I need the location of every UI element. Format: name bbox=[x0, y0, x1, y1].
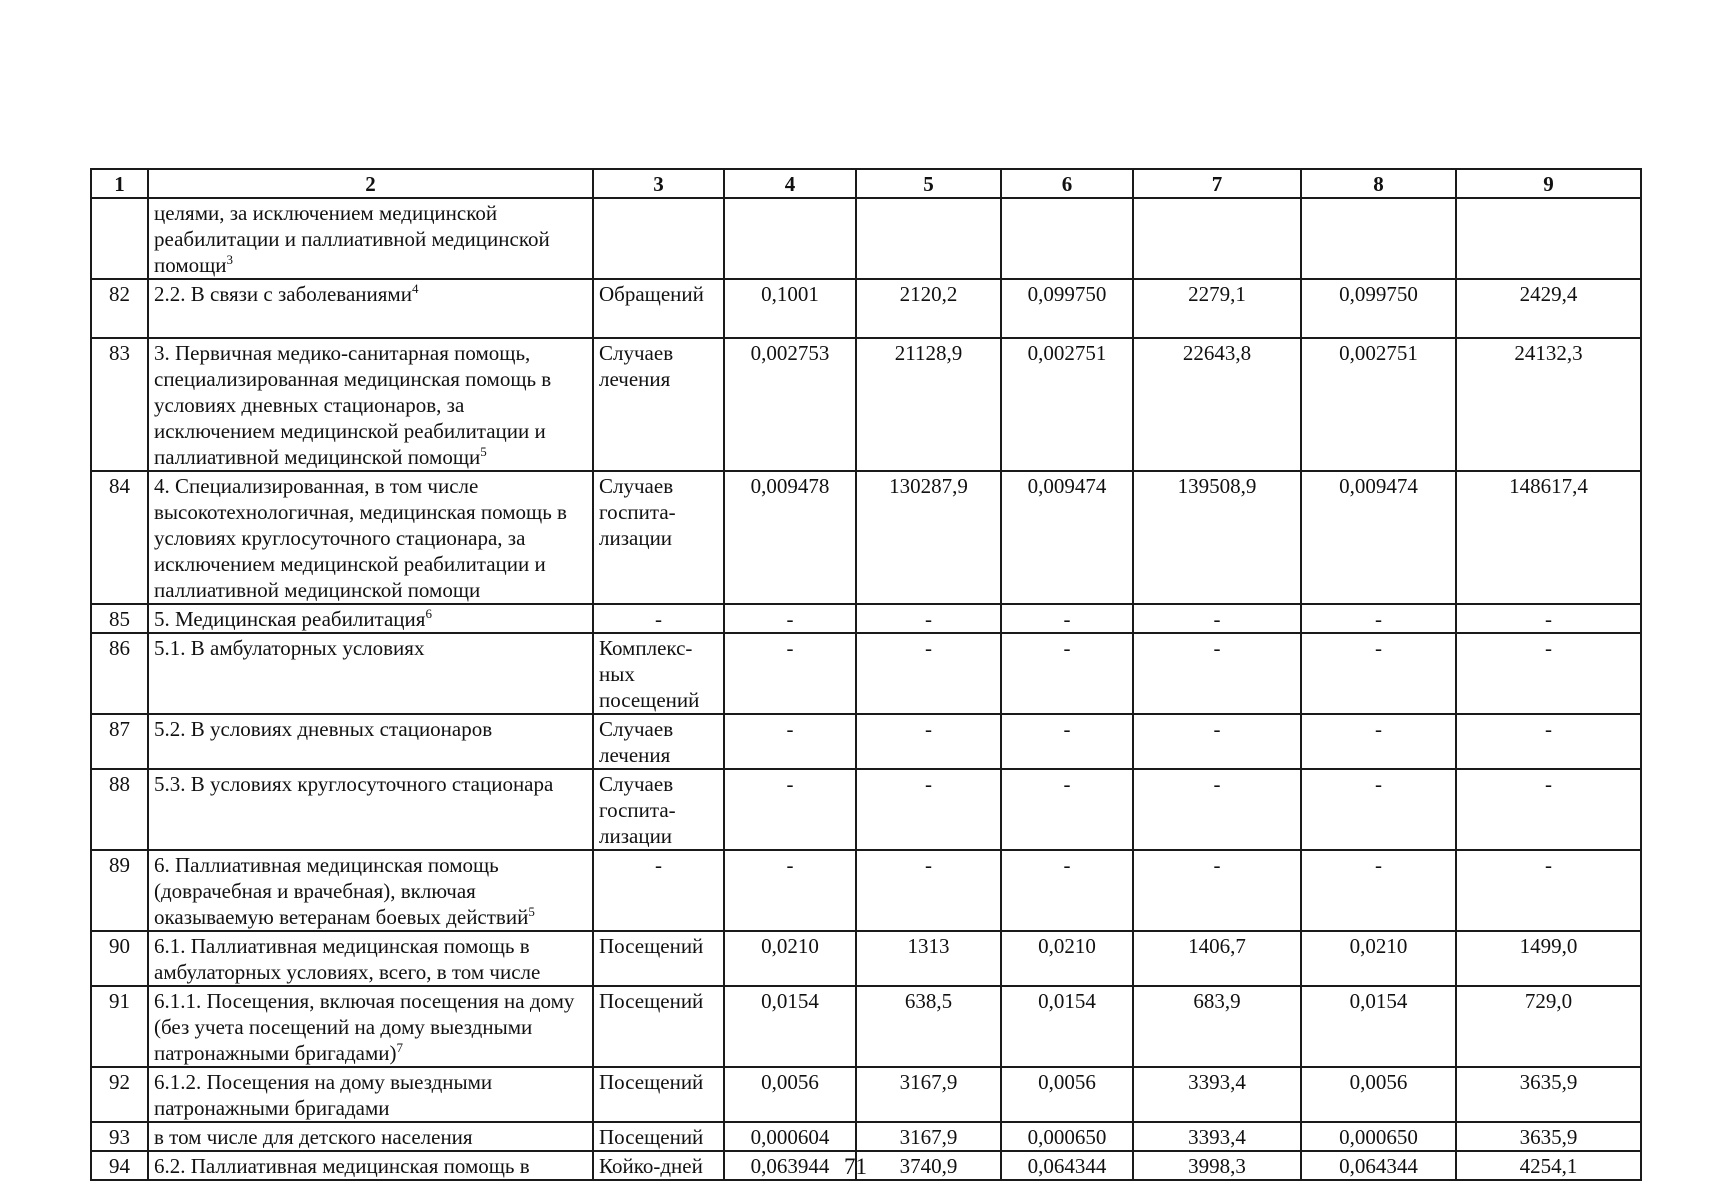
row-number-cell: 93 bbox=[91, 1122, 148, 1151]
value-cell-c7: 22643,8 bbox=[1133, 338, 1301, 471]
value-cell-c7: 3998,3 bbox=[1133, 1151, 1301, 1180]
value-cell-c6: 0,0154 bbox=[1001, 986, 1133, 1067]
value-cell-c8: 0,064344 bbox=[1301, 1151, 1456, 1180]
indicator-name-cell bbox=[148, 338, 593, 471]
header-cell: 1 bbox=[91, 169, 148, 198]
row-number-cell: 83 bbox=[91, 338, 148, 471]
table-row bbox=[91, 714, 1641, 769]
value-cell-c4: - bbox=[724, 633, 856, 714]
unit-cell: Обращений bbox=[593, 279, 724, 338]
value-cell-c5: - bbox=[856, 633, 1001, 714]
row-number-cell: 94 bbox=[91, 1151, 148, 1180]
value-cell-c6: - bbox=[1001, 769, 1133, 850]
value-cell-c5: 3740,9 bbox=[856, 1151, 1001, 1180]
value-cell-c9: - bbox=[1456, 633, 1641, 714]
table-row bbox=[91, 471, 1641, 604]
header-cell: 2 bbox=[148, 169, 593, 198]
value-cell-c5: 3167,9 bbox=[856, 1122, 1001, 1151]
value-cell-c7: 3393,4 bbox=[1133, 1122, 1301, 1151]
value-cell-c9: - bbox=[1456, 604, 1641, 633]
indicator-name-cell bbox=[148, 986, 593, 1067]
table-row bbox=[91, 769, 1641, 850]
value-cell-c4: 0,0056 bbox=[724, 1067, 856, 1122]
indicator-name-cell bbox=[148, 1122, 593, 1151]
header-cell: 5 bbox=[856, 169, 1001, 198]
value-cell-c4: 0,063944 bbox=[724, 1151, 856, 1180]
indicator-name-text: 5.3. В условиях круглосуточного стационара bbox=[154, 772, 554, 796]
row-number-cell: 85 bbox=[91, 604, 148, 633]
indicator-name-cell bbox=[148, 850, 593, 931]
indicator-name-cell bbox=[148, 604, 593, 633]
value-cell-c9: 3635,9 bbox=[1456, 1067, 1641, 1122]
value-cell-c4: 0,009478 bbox=[724, 471, 856, 604]
indicator-name-text: 6.1.2. Посещения на дому выездными патронажными бригадами bbox=[154, 1070, 493, 1120]
table-row bbox=[91, 1122, 1641, 1151]
indicator-name-cell bbox=[148, 714, 593, 769]
value-cell-c8 bbox=[1301, 198, 1456, 279]
indicator-name-text: в том числе для детского населения bbox=[154, 1125, 473, 1149]
value-cell-c4: 0,0210 bbox=[724, 931, 856, 986]
value-cell-c7: 2279,1 bbox=[1133, 279, 1301, 338]
table-row bbox=[91, 338, 1641, 471]
indicator-name-cell bbox=[148, 769, 593, 850]
table-row bbox=[91, 198, 1641, 279]
row-number-cell: 84 bbox=[91, 471, 148, 604]
unit-cell bbox=[593, 198, 724, 279]
value-cell-c9: 148617,4 bbox=[1456, 471, 1641, 604]
indicator-name-text: 6. Паллиативная медицинская помощь (доврачебная и врачебная), включая оказываемую ветеранам боевых действий bbox=[154, 853, 529, 929]
value-cell-c4: - bbox=[724, 604, 856, 633]
indicator-name-text: 6.1. Паллиативная медицинская помощь в амбулаторных условиях, всего, в том числе bbox=[154, 934, 541, 984]
indicator-name-cell bbox=[148, 279, 593, 338]
unit-cell: Посещений bbox=[593, 1122, 724, 1151]
footnote-marker: 5 bbox=[480, 444, 487, 459]
footnote-marker: 5 bbox=[528, 904, 535, 919]
table-row bbox=[91, 604, 1641, 633]
table-row bbox=[91, 279, 1641, 338]
value-cell-c6: 0,000650 bbox=[1001, 1122, 1133, 1151]
header-cell: 8 bbox=[1301, 169, 1456, 198]
unit-cell: Койко-дней bbox=[593, 1151, 724, 1180]
unit-cell: - bbox=[593, 850, 724, 931]
row-number-cell: 92 bbox=[91, 1067, 148, 1122]
page-number: 71 bbox=[844, 1154, 867, 1179]
value-cell-c8: - bbox=[1301, 714, 1456, 769]
indicator-name-text: 3. Первичная медико-санитарная помощь, специализированная медицинская помощь в условиях дневных стационаров, за исключением медицинской реабилитации и паллиативной медицинской помощи bbox=[154, 341, 552, 469]
table-row bbox=[91, 986, 1641, 1067]
row-number-cell: 87 bbox=[91, 714, 148, 769]
value-cell-c8: 0,009474 bbox=[1301, 471, 1456, 604]
value-cell-c9: 4254,1 bbox=[1456, 1151, 1641, 1180]
row-number-cell: 82 bbox=[91, 279, 148, 338]
value-cell-c6 bbox=[1001, 198, 1133, 279]
value-cell-c8: - bbox=[1301, 769, 1456, 850]
value-cell-c6: 0,064344 bbox=[1001, 1151, 1133, 1180]
unit-cell: Посещений bbox=[593, 931, 724, 986]
value-cell-c9: - bbox=[1456, 714, 1641, 769]
indicator-name-text: целями, за исключением медицинской реабилитации и паллиативной медицинской помощи bbox=[154, 201, 550, 277]
unit-cell: Комплекс-ных посещений bbox=[593, 633, 724, 714]
unit-cell: Случаев госпита-лизации bbox=[593, 471, 724, 604]
value-cell-c8: 0,0056 bbox=[1301, 1067, 1456, 1122]
value-cell-c5 bbox=[856, 198, 1001, 279]
value-cell-c5: - bbox=[856, 714, 1001, 769]
value-cell-c6: - bbox=[1001, 633, 1133, 714]
value-cell-c8: 0,000650 bbox=[1301, 1122, 1456, 1151]
value-cell-c5: 3167,9 bbox=[856, 1067, 1001, 1122]
value-cell-c9: 2429,4 bbox=[1456, 279, 1641, 338]
indicator-name-cell bbox=[148, 471, 593, 604]
indicator-name-cell bbox=[148, 931, 593, 986]
row-number-cell: 88 bbox=[91, 769, 148, 850]
row-number-cell: 89 bbox=[91, 850, 148, 931]
value-cell-c8: - bbox=[1301, 850, 1456, 931]
row-number-cell: 86 bbox=[91, 633, 148, 714]
value-cell-c7: - bbox=[1133, 633, 1301, 714]
indicator-name-cell bbox=[148, 633, 593, 714]
table-row bbox=[91, 1067, 1641, 1122]
indicator-name-text: 4. Специализированная, в том числе высокотехнологичная, медицинская помощь в условиях круглосуточного стационара, за исключением медицинской реабилитации и паллиативной медицинской помощи bbox=[154, 474, 567, 602]
data-table bbox=[90, 168, 1642, 1181]
indicator-name-text: 2.2. В связи с заболеваниями bbox=[154, 282, 412, 306]
unit-cell: Случаев госпита-лизации bbox=[593, 769, 724, 850]
value-cell-c4: 0,0154 bbox=[724, 986, 856, 1067]
value-cell-c4: 0,000604 bbox=[724, 1122, 856, 1151]
value-cell-c8: 0,002751 bbox=[1301, 338, 1456, 471]
table-body bbox=[91, 198, 1641, 1180]
value-cell-c7 bbox=[1133, 198, 1301, 279]
value-cell-c7: - bbox=[1133, 769, 1301, 850]
value-cell-c4: - bbox=[724, 850, 856, 931]
footnote-marker: 3 bbox=[226, 252, 234, 267]
value-cell-c7: 683,9 bbox=[1133, 986, 1301, 1067]
table-row bbox=[91, 633, 1641, 714]
row-number-cell: 90 bbox=[91, 931, 148, 986]
value-cell-c4: - bbox=[724, 769, 856, 850]
value-cell-c5: 130287,9 bbox=[856, 471, 1001, 604]
header-cell: 3 bbox=[593, 169, 724, 198]
value-cell-c6: 0,0056 bbox=[1001, 1067, 1133, 1122]
value-cell-c7: - bbox=[1133, 604, 1301, 633]
indicator-name-text: 5.1. В амбулаторных условиях bbox=[154, 636, 425, 660]
value-cell-c7: 1406,7 bbox=[1133, 931, 1301, 986]
value-cell-c8: 0,0154 bbox=[1301, 986, 1456, 1067]
value-cell-c5: 2120,2 bbox=[856, 279, 1001, 338]
value-cell-c9: 1499,0 bbox=[1456, 931, 1641, 986]
header-row bbox=[91, 169, 1641, 198]
value-cell-c6: 0,002751 bbox=[1001, 338, 1133, 471]
value-cell-c8: 0,0210 bbox=[1301, 931, 1456, 986]
value-cell-c6: 0,099750 bbox=[1001, 279, 1133, 338]
header-cell: 7 bbox=[1133, 169, 1301, 198]
indicator-name-text: 5. Медицинская реабилитация bbox=[154, 607, 426, 631]
header-cell: 9 bbox=[1456, 169, 1641, 198]
value-cell-c4: 0,002753 bbox=[724, 338, 856, 471]
unit-cell: Посещений bbox=[593, 1067, 724, 1122]
unit-cell: Случаев лечения bbox=[593, 714, 724, 769]
value-cell-c9: - bbox=[1456, 850, 1641, 931]
value-cell-c8: 0,099750 bbox=[1301, 279, 1456, 338]
row-number-cell bbox=[91, 198, 148, 279]
value-cell-c4 bbox=[724, 198, 856, 279]
indicator-name-cell bbox=[148, 1067, 593, 1122]
value-cell-c5: - bbox=[856, 850, 1001, 931]
table-row bbox=[91, 931, 1641, 986]
value-cell-c6: 0,0210 bbox=[1001, 931, 1133, 986]
value-cell-c7: 139508,9 bbox=[1133, 471, 1301, 604]
indicator-name-cell bbox=[148, 198, 593, 279]
value-cell-c5: 21128,9 bbox=[856, 338, 1001, 471]
value-cell-c5: 1313 bbox=[856, 931, 1001, 986]
value-cell-c6: 0,009474 bbox=[1001, 471, 1133, 604]
value-cell-c5: 638,5 bbox=[856, 986, 1001, 1067]
value-cell-c7: - bbox=[1133, 714, 1301, 769]
value-cell-c8: - bbox=[1301, 633, 1456, 714]
footnote-marker: 6 bbox=[425, 606, 432, 621]
value-cell-c9: 24132,3 bbox=[1456, 338, 1641, 471]
value-cell-c4: 0,1001 bbox=[724, 279, 856, 338]
value-cell-c7: 3393,4 bbox=[1133, 1067, 1301, 1122]
indicator-name-text: 6.2. Паллиативная медицинская помощь в bbox=[154, 1154, 530, 1178]
value-cell-c9: 3635,9 bbox=[1456, 1122, 1641, 1151]
value-cell-c9 bbox=[1456, 198, 1641, 279]
value-cell-c8: - bbox=[1301, 604, 1456, 633]
value-cell-c9: 729,0 bbox=[1456, 986, 1641, 1067]
footnote-marker: 7 bbox=[396, 1040, 404, 1055]
value-cell-c9: - bbox=[1456, 769, 1641, 850]
unit-cell: Посещений bbox=[593, 986, 724, 1067]
indicator-name-text: 5.2. В условиях дневных стационаров bbox=[154, 717, 493, 741]
value-cell-c5: - bbox=[856, 769, 1001, 850]
header-cell: 6 bbox=[1001, 169, 1133, 198]
header-cell: 4 bbox=[724, 169, 856, 198]
value-cell-c6: - bbox=[1001, 714, 1133, 769]
indicator-name-text: 6.1.1. Посещения, включая посещения на дому (без учета посещений на дому выездными патронажными бригадами) bbox=[154, 989, 575, 1065]
value-cell-c7: - bbox=[1133, 850, 1301, 931]
unit-cell: - bbox=[593, 604, 724, 633]
value-cell-c4: - bbox=[724, 714, 856, 769]
table-row bbox=[91, 850, 1641, 931]
row-number-cell: 91 bbox=[91, 986, 148, 1067]
value-cell-c6: - bbox=[1001, 604, 1133, 633]
unit-cell: Случаев лечения bbox=[593, 338, 724, 471]
value-cell-c6: - bbox=[1001, 850, 1133, 931]
value-cell-c5: - bbox=[856, 604, 1001, 633]
footnote-marker: 4 bbox=[411, 281, 419, 296]
